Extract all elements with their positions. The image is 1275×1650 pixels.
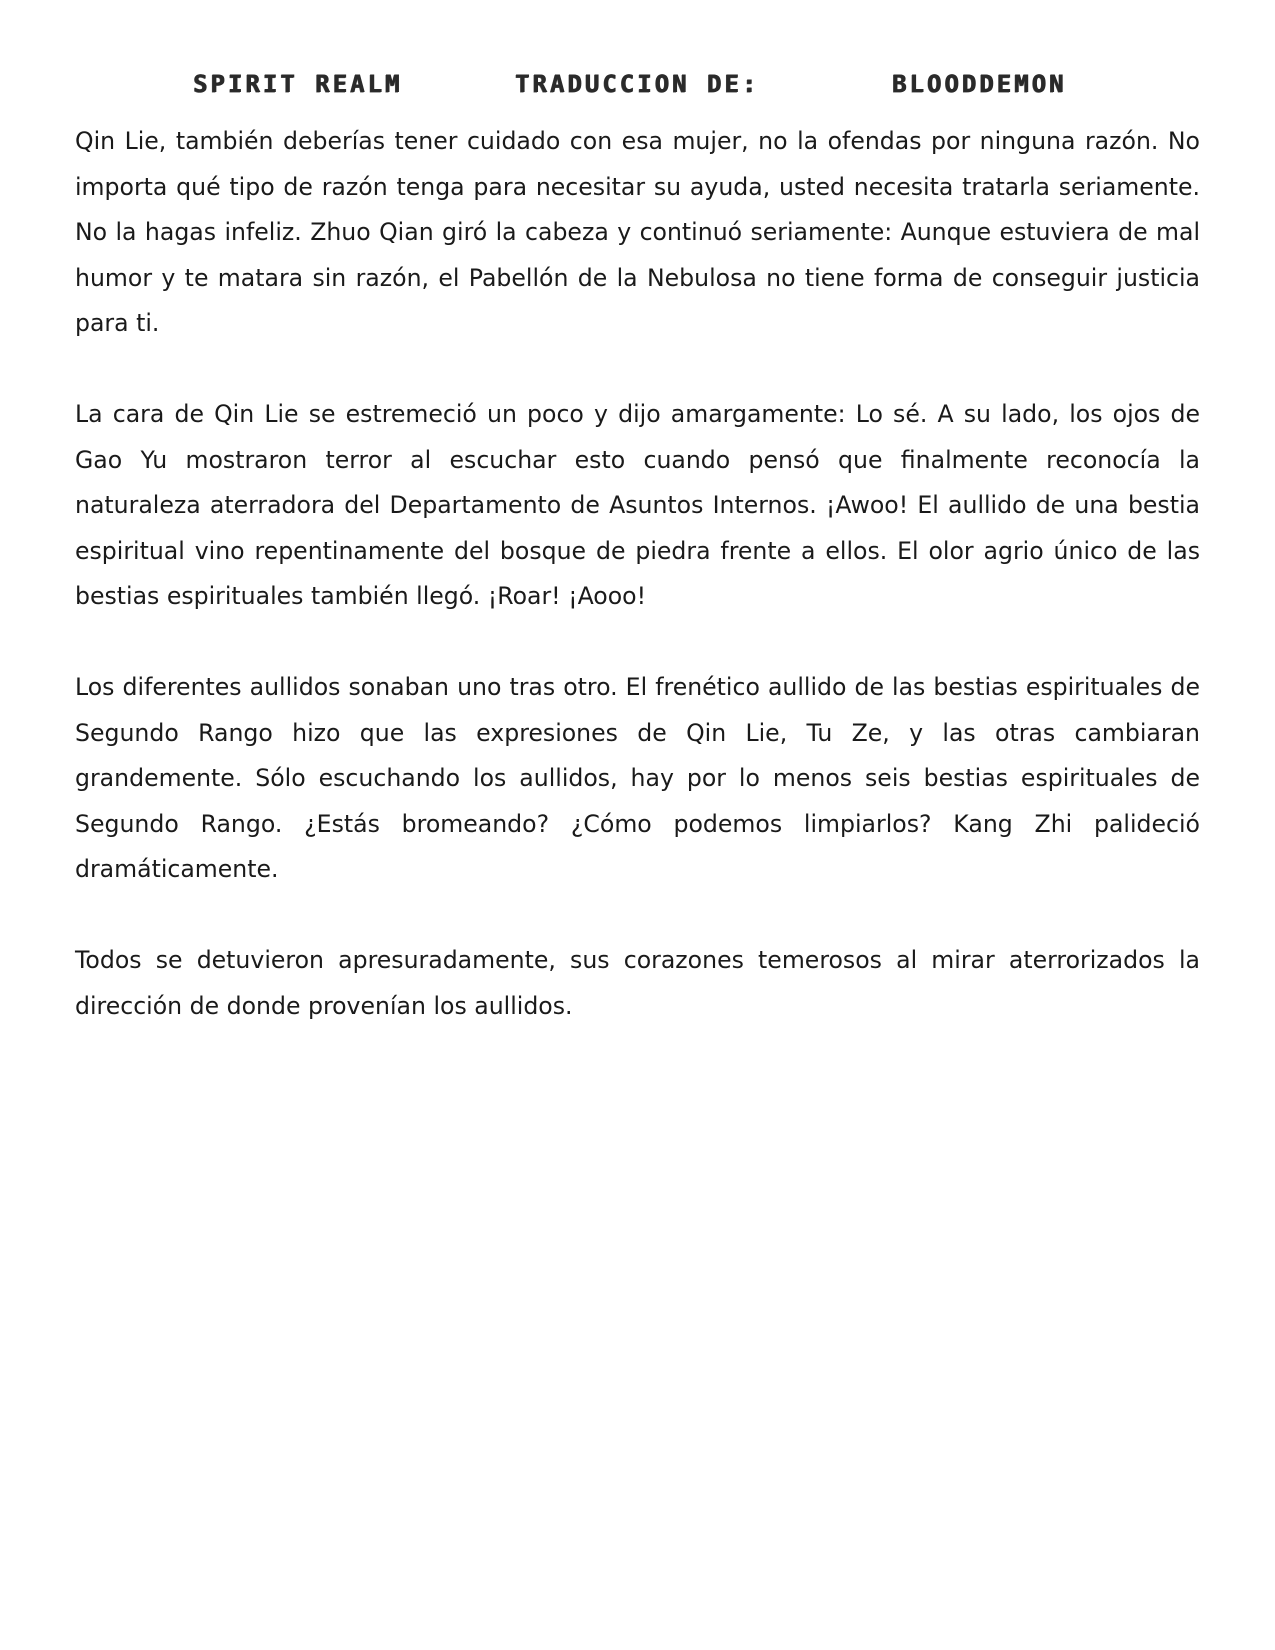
paragraph: Qin Lie, también deberías tener cuidado con esa mujer, no la ofendas por ninguna razón. No importa qué tipo de razón tenga para necesitar su ayuda, usted necesita tratarla seriamente. No la hagas infeliz. Zhuo Qian giró la cabeza y continuó seriamente: Aunque estuviera de mal humor y te matara sin razón, el Pabellón de la Nebulosa no tiene forma de conseguir justicia para ti. [75,127,1200,337]
header-title: SPIRIT REALM [193,70,403,98]
paragraph: La cara de Qin Lie se estremeció un poco y dijo amargamente: Lo sé. A su lado, los ojos de Gao Yu mostraron terror al escuchar esto cuando pensó que finalmente reconocía la naturaleza aterradora del Departamento de Asuntos Internos. ¡Awoo! El aullido de una bestia espiritual vino repentinamente del bosque de piedra frente a ellos. El olor agrio único de las bestias espirituales también llegó. ¡Roar! ¡Aooo! [75,400,1200,610]
paragraph: Todos se detuvieron apresuradamente, sus corazones temerosos al mirar aterrorizados la dirección de donde provenían los aullidos. [75,946,1200,1020]
header-translator-name: BLOODDEMON [892,70,1067,98]
body-text [75,119,1200,1075]
paragraph: Los diferentes aullidos sonaban uno tras otro. El frenético aullido de las bestias espirituales de Segundo Rango hizo que las expresiones de Qin Lie, Tu Ze, y las otras cambiaran grandemente. Sólo escuchando los aullidos, hay por lo menos seis bestias espirituales de Segundo Rango. ¿Estás bromeando? ¿Cómo podemos limpiarlos? Kang Zhi palideció dramáticamente. [75,673,1200,883]
header-translation-label: TRADUCCION DE: [515,70,760,98]
page-header [0,70,1275,110]
